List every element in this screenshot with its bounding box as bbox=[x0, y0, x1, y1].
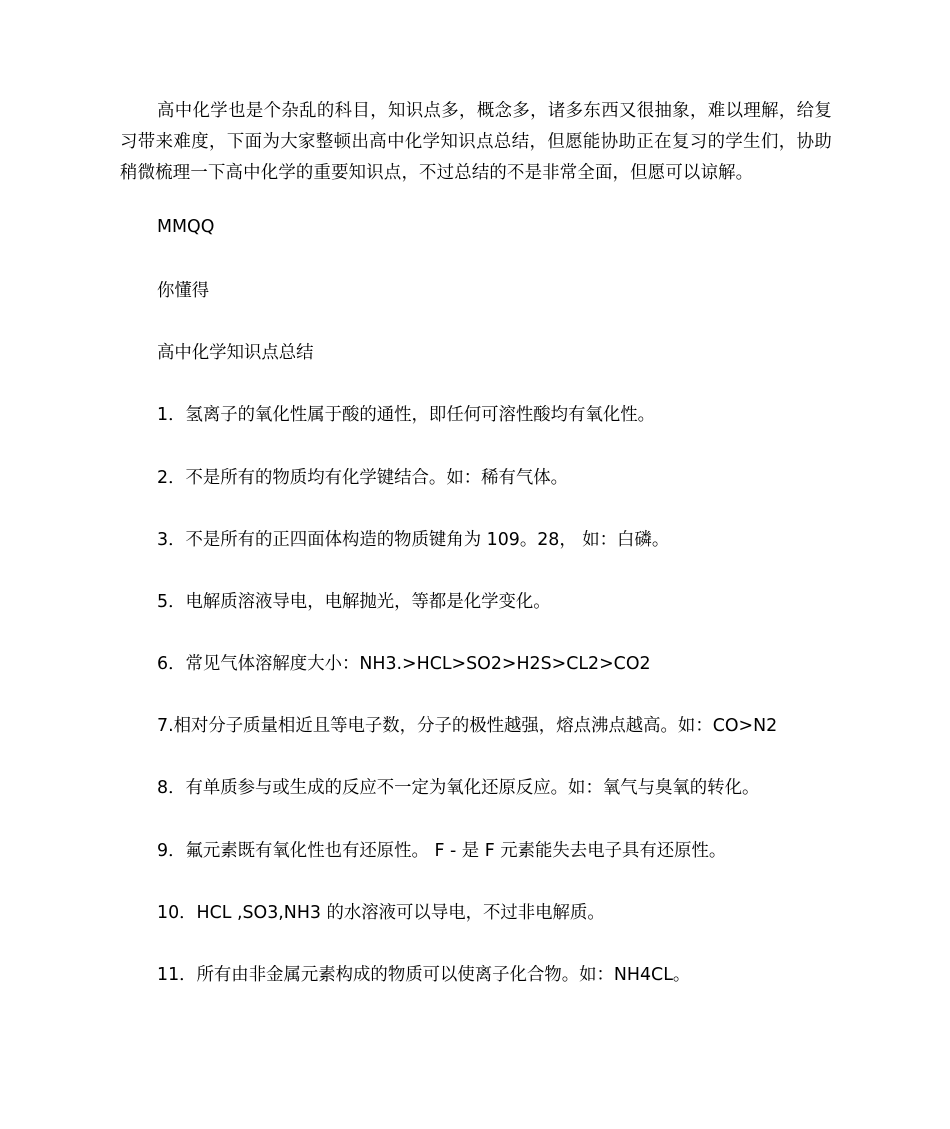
list-item-10: 10．HCL ,SO3,NH3 的水溶液可以导电，不过非电解质。 bbox=[157, 903, 605, 923]
line-mmqq: MMQQ bbox=[157, 217, 215, 237]
section-heading: 高中化学知识点总结 bbox=[157, 343, 314, 363]
line-subtitle: 你懂得 bbox=[157, 281, 210, 301]
list-item-5: 5．电解质溶液导电，电解抛光，等都是化学变化。 bbox=[157, 592, 551, 612]
list-item-6: 6．常见气体溶解度大小：NH3.>HCL>SO2>H2S>CL2>CO2 bbox=[157, 654, 651, 674]
list-item-3: 3．不是所有的正四面体构造的物质键角为 109。28， 如：白磷。 bbox=[157, 530, 670, 550]
list-item-2: 2．不是所有的物质均有化学键结合。如：稀有气体。 bbox=[157, 468, 569, 488]
list-item-8: 8．有单质参与或生成的反应不一定为氧化还原反应。如：氧气与臭氧的转化。 bbox=[157, 778, 760, 798]
intro-paragraph: 高中化学也是个杂乱的科目，知识点多，概念多，诸多东西又很抽象，难以理解，给复习带来难度，下面为大家整顿出高中化学知识点总结，但愿能协助正在复习的学生们，协助稍微梳理一下高中化学的重要知识点，不过总结的不是非常全面，但愿可以谅解。 bbox=[120, 101, 832, 183]
list-item-9: 9．氟元素既有氧化性也有还原性。 F - 是 F 元素能失去电子具有还原性。 bbox=[157, 841, 727, 861]
list-item-11: 11．所有由非金属元素构成的物质可以使离子化合物。如：NH4CL。 bbox=[157, 965, 691, 985]
list-item-1: 1．氢离子的氧化性属于酸的通性，即任何可溶性酸均有氧化性。 bbox=[157, 405, 656, 425]
list-item-7: 7.相对分子质量相近且等电子数，分子的极性越强，熔点沸点越高。如：CO>N2 bbox=[157, 716, 778, 736]
